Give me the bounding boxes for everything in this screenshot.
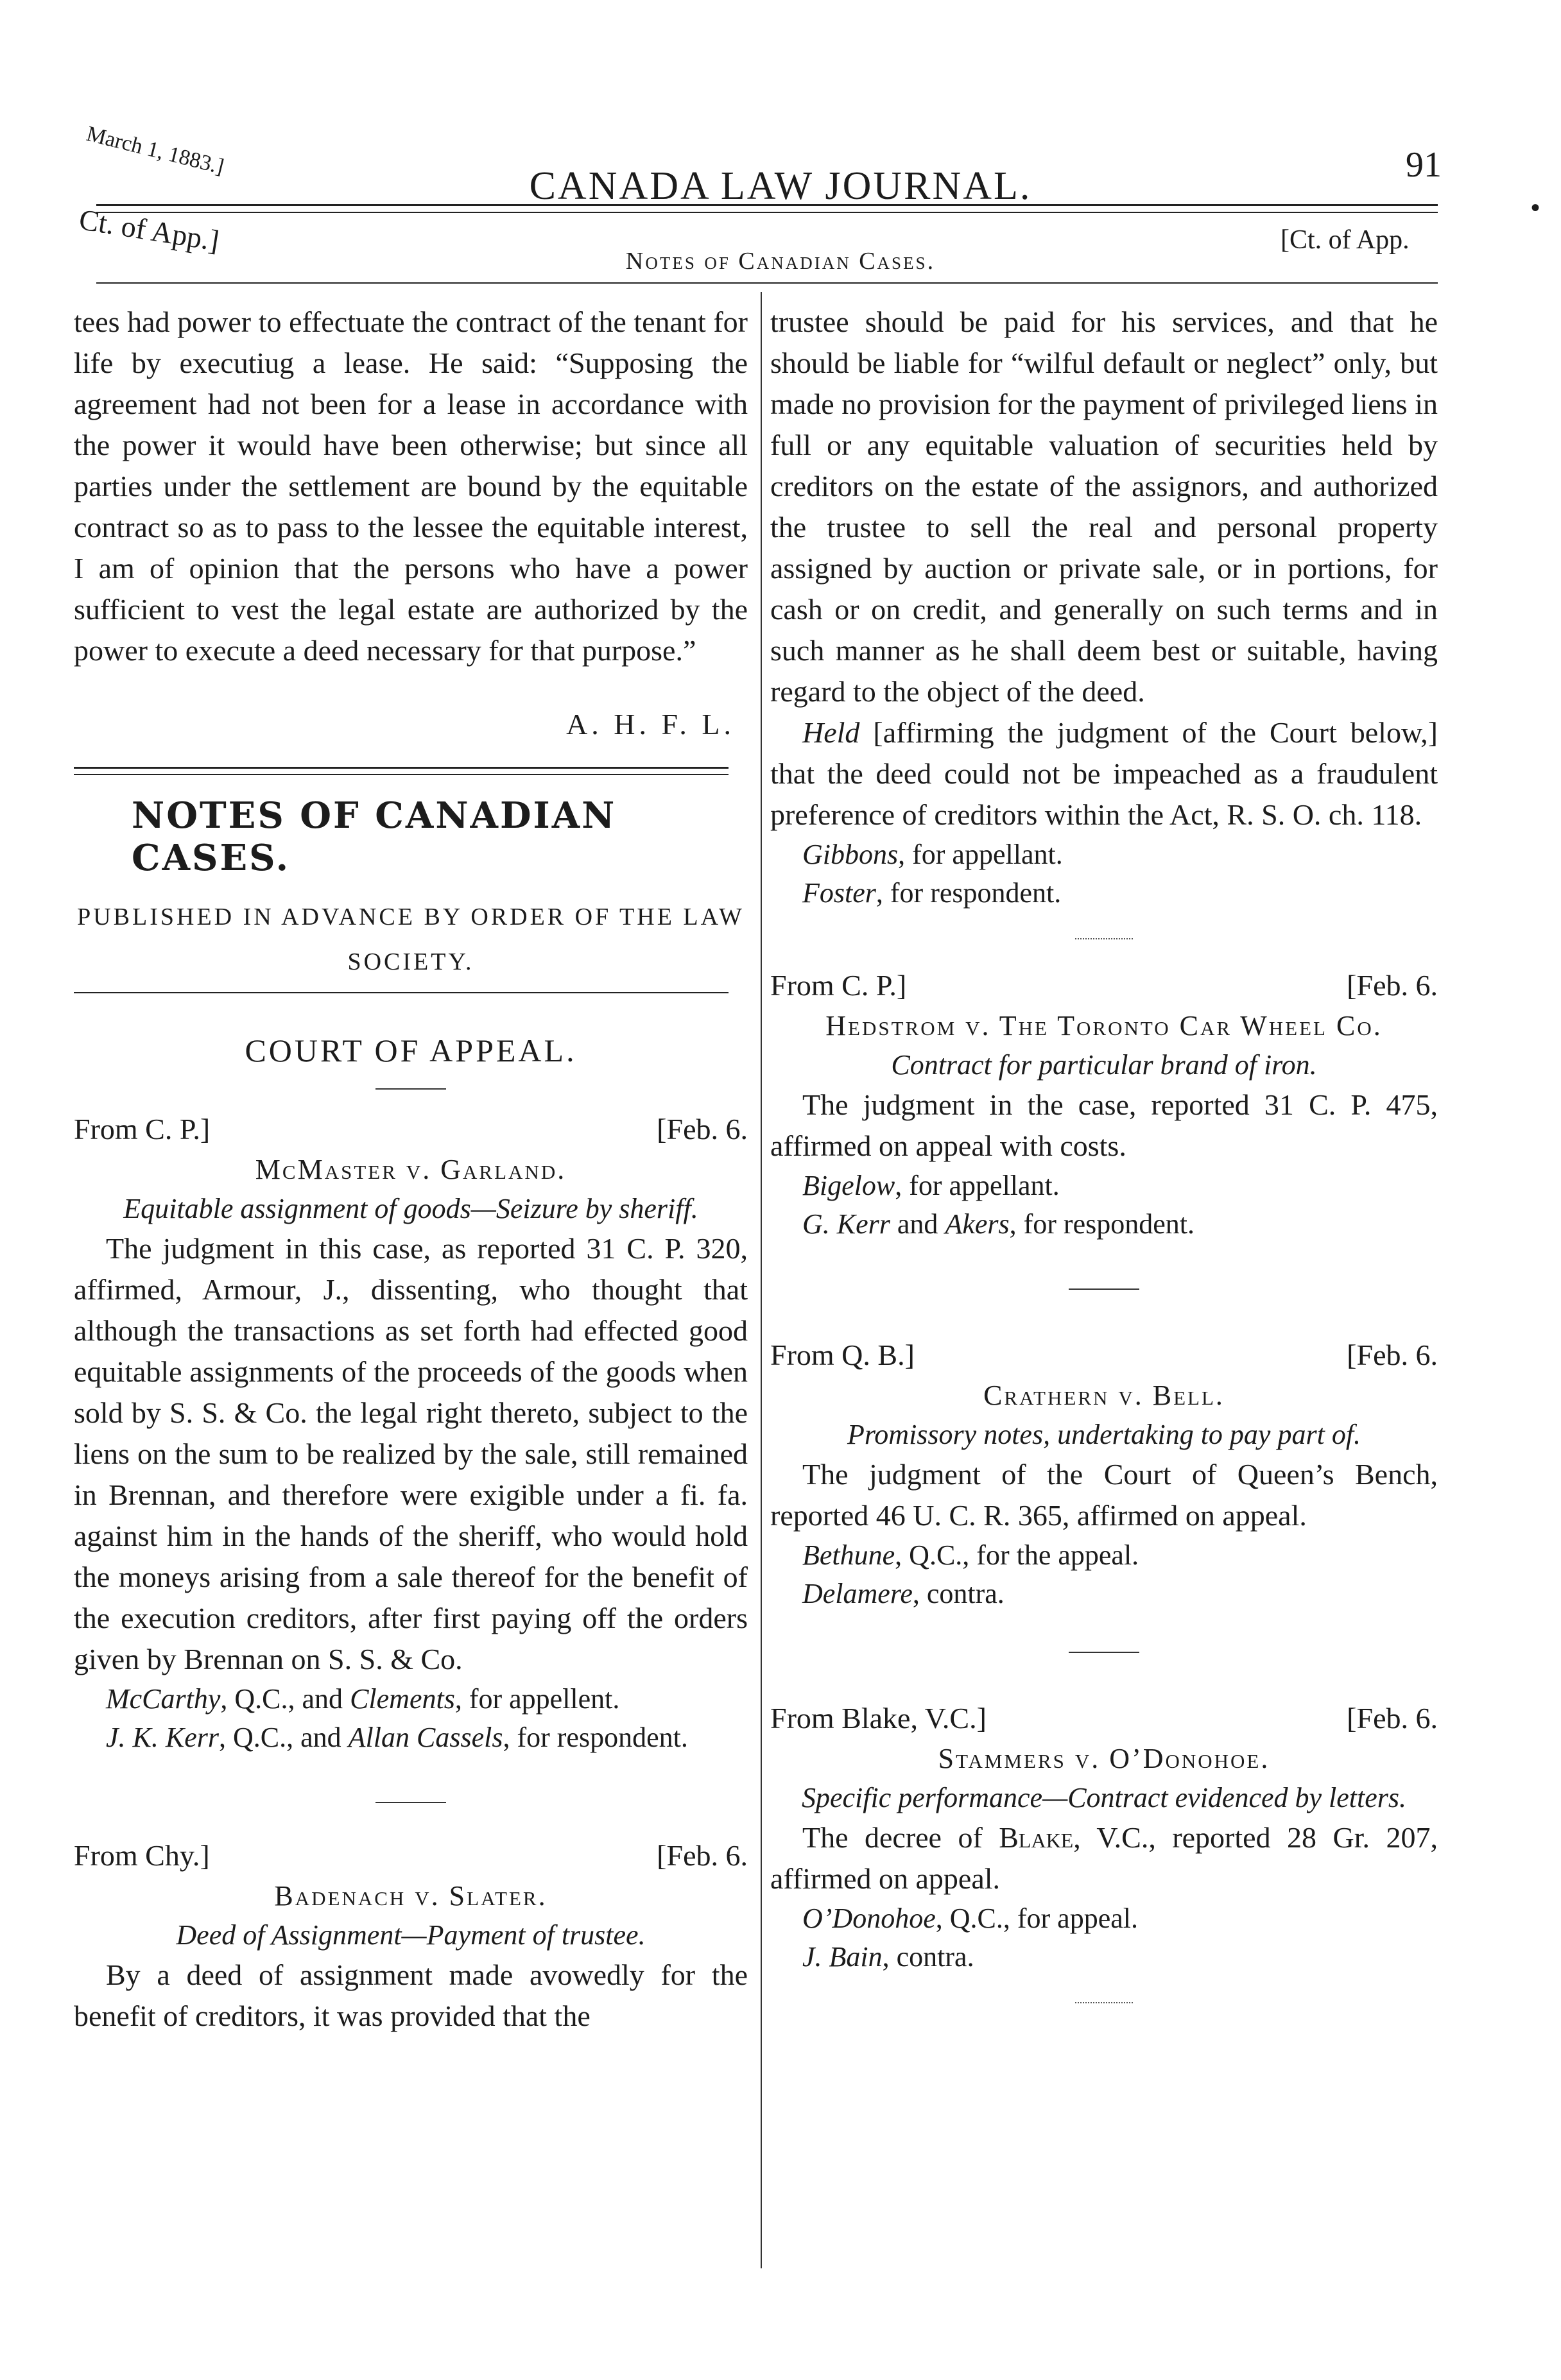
- dotted-rule: [1075, 2002, 1133, 2003]
- counsel-line: Bethune, Q.C., for the appeal.: [802, 1539, 1139, 1571]
- header-date: March 1, 1883.]: [84, 122, 227, 179]
- section-subtitle: PUBLISHED IN ADVANCE BY ORDER OF THE LAW SOCIETY.: [77, 903, 745, 975]
- page-number: 91: [1406, 145, 1442, 185]
- counsel-name: Allan Cassels: [348, 1722, 503, 1753]
- counsel-name: Delamere: [802, 1578, 913, 1609]
- section-title: NOTES OF CANADIAN CASES.: [132, 794, 617, 879]
- counsel-name: Bethune: [802, 1539, 895, 1571]
- section-rule-thin: [74, 774, 729, 775]
- case-body: The judgment in the case, reported 31 C. P. 475, affirmed on appeal with costs.: [770, 1088, 1438, 1162]
- court-heading: COURT OF APPEAL.: [245, 1032, 577, 1068]
- case-subject: Promissory notes, undertaking to pay part of.: [847, 1419, 1361, 1450]
- case-body: The decree of Blake, V.C., reported 28 Gr. 207, affirmed on appeal.: [770, 1821, 1438, 1895]
- case-from: From Blake, V.C.]: [770, 1702, 987, 1734]
- counsel-line: J. K. Kerr, Q.C., and Allan Cassels, for respondent.: [106, 1722, 688, 1753]
- case-date: [Feb. 6.: [1347, 1702, 1438, 1734]
- header-left-tag: Ct. of App.]: [76, 202, 221, 257]
- case-date: [Feb. 6.: [657, 1113, 748, 1145]
- author-signature: A. H. F. L.: [566, 708, 735, 741]
- counsel-line: Gibbons, for appellant.: [802, 839, 1063, 870]
- journal-title: CANADA LAW JOURNAL.: [529, 164, 1032, 208]
- running-section-title: Notes of Canadian Cases.: [625, 248, 936, 275]
- case-from-line: [770, 965, 1438, 1006]
- case-body: The judgment in this case, as reported 31 C. P. 320, affirmed, Armour, J., dissenting, who thought that although the transactions as set forth had effected good equitable assignments of the proceeds of the goods when sold by S. S. & Co. the legal right thereto, subject to the liens on the sum to be realized by the sale, still remained in Brennan, and therefore were exigible under a fi. fa. against him in the hands of the sheriff, who would hold the moneys arising from a sale thereof for the benefit of the execution creditors, after first paying off the orders given by Brennan on S. S. & Co.: [74, 1232, 748, 1675]
- counsel-name: McCarthy: [106, 1683, 221, 1715]
- left-column: [74, 302, 748, 2037]
- margin-mark: •: [1531, 193, 1540, 222]
- short-rule: [375, 1088, 446, 1090]
- counsel-name: O’Donohoe: [802, 1903, 936, 1934]
- case-subject: Contract for particular brand of iron.: [891, 1049, 1317, 1081]
- counsel-name: Akers: [945, 1208, 1010, 1240]
- case-name: Hedstrom v. The Toronto Car Wheel Co.: [825, 1010, 1383, 1041]
- counsel-line: G. Kerr and Akers, for respondent.: [802, 1208, 1194, 1240]
- case-from: From Chy.]: [74, 1839, 210, 1872]
- counsel-line: Delamere, contra.: [802, 1578, 1005, 1609]
- case-from-line: [770, 1335, 1438, 1376]
- case-from: From Q. B.]: [770, 1339, 915, 1371]
- header-rule-top-thin: [96, 212, 1438, 213]
- counsel-name: J. K. Kerr: [106, 1722, 219, 1753]
- case-date: [Feb. 6.: [1347, 969, 1438, 1002]
- counsel-name: Bigelow: [802, 1170, 895, 1201]
- counsel-line: O’Donohoe, Q.C., for appeal.: [802, 1903, 1138, 1934]
- counsel-line: Bigelow, for appellant.: [802, 1170, 1060, 1201]
- case-from-line: [770, 1698, 1438, 1739]
- case-from: From C. P.]: [74, 1113, 211, 1145]
- opening-paragraph: tees had power to effectuate the contract of the tenant for life by executiug a lease. He said: “Supposing the agreement had not been for a lease in accordance with the power it would have been otherwise; but since all parties under the settlement are bound by the equitable contract so as to pass to the lessee the equitable interest, I am of opinion that the persons who have a power sufficient to vest the legal estate are authorized by the power to execute a deed necessary for that purpose.”: [74, 305, 748, 667]
- case-name: Crathern v. Bell.: [983, 1380, 1225, 1411]
- case-name: Stammers v. O’Donohoe.: [938, 1743, 1270, 1774]
- short-rule: [1069, 1288, 1139, 1290]
- column-divider: [761, 292, 762, 2268]
- case-subject: Equitable assignment of goods—Seizure by sheriff.: [123, 1193, 698, 1224]
- section-rule: [74, 767, 729, 769]
- case-date: [Feb. 6.: [657, 1839, 748, 1872]
- right-column: [770, 302, 1438, 2029]
- judge-name: Blake: [999, 1821, 1074, 1854]
- counsel-line: McCarthy, Q.C., and Clements, for appellent.: [106, 1683, 620, 1715]
- header-rule-bottom: [96, 282, 1438, 284]
- case-subject: Specific performance—Contract evidenced by letters.: [801, 1782, 1407, 1813]
- case-from-line: [74, 1109, 748, 1150]
- case-from-line: [74, 1835, 748, 1876]
- case-from: From C. P.]: [770, 969, 907, 1002]
- case-date: [Feb. 6.: [1347, 1339, 1438, 1371]
- short-rule: [1069, 1652, 1139, 1653]
- counsel-line: Foster, for respondent.: [802, 877, 1062, 909]
- counsel-name: G. Kerr: [802, 1208, 890, 1240]
- counsel-line: J. Bain, contra.: [802, 1941, 974, 1973]
- continued-paragraph: trustee should be paid for his services, and that he should be liable for “wilful default or neglect” only, but made no provision for the payment of privileged liens in full or any equitable valuation of securities held by creditors on the estate of the assignors, and authorized the trustee to sell the real and personal property assigned by auction or private sale, or in portions, for cash or on credit, and generally on such terms and in such manner as he shall deem best or suitable, having regard to the object of the deed.: [770, 305, 1438, 708]
- short-rule: [375, 1802, 446, 1803]
- case-name: Badenach v. Slater.: [274, 1880, 548, 1912]
- case-subject: Deed of Assignment—Payment of trustee.: [176, 1919, 646, 1951]
- case-body: By a deed of assignment made avowedly for the benefit of creditors, it was provided that the: [74, 1958, 748, 2032]
- dotted-rule: [1075, 938, 1133, 939]
- case-body: The judgment of the Court of Queen’s Bench, reported 46 U. C. R. 365, affirmed on appeal.: [770, 1458, 1438, 1532]
- header-rule-top: [96, 204, 1438, 206]
- held-label: Held: [802, 716, 860, 749]
- counsel-name: Clements: [350, 1683, 455, 1715]
- counsel-name: Foster: [802, 877, 876, 909]
- held-paragraph: Held [affirming the judgment of the Court below,] that the deed could not be impeached as a fraudulent preference of creditors within the Act, R. S. O. ch. 118.: [770, 716, 1438, 831]
- subtitle-rule: [74, 992, 729, 993]
- case-name: McMaster v. Garland.: [255, 1154, 567, 1185]
- header-right-tag: [Ct. of App.: [1281, 225, 1410, 255]
- counsel-name: Gibbons: [802, 839, 899, 870]
- counsel-name: J. Bain: [802, 1941, 883, 1973]
